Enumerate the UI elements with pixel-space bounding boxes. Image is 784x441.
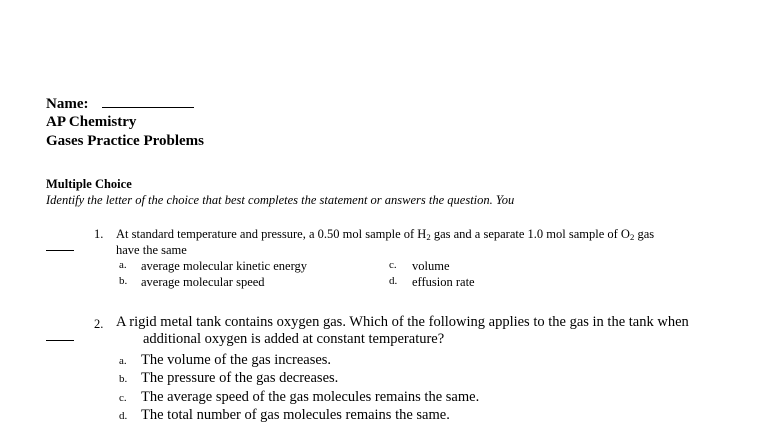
section-heading: Multiple Choice [46, 177, 132, 191]
choice-text-q1b: average molecular speed [141, 275, 265, 289]
question-number-q2: 2. [94, 317, 104, 331]
choice-text-q1c: volume [412, 259, 450, 273]
name-label: Name: [46, 96, 89, 112]
choice-text-q2d: The total number of gas molecules remains the same. [141, 407, 450, 423]
q1-text-part3: gas [634, 227, 655, 241]
question-number-q1: 1. [94, 227, 104, 241]
name-blank-line [102, 94, 194, 108]
choice-letter-q2b: b. [119, 373, 128, 385]
section-instructions: Identify the letter of the choice that best completes the statement or answers the question. You [46, 193, 515, 207]
question-text-q2-line2: additional oxygen is added at constant temperature? [143, 331, 445, 347]
answer-blank-q1 [46, 238, 74, 256]
choice-letter-q2a: a. [119, 355, 127, 367]
choice-text-q2c: The average speed of the gas molecules remains the same. [141, 389, 480, 405]
choice-letter-q1b: b. [119, 275, 128, 287]
choice-letter-q2d: d. [119, 410, 128, 422]
question-text-q2-line1: A rigid metal tank contains oxygen gas. Which of the following applies to the gas in the tank when [116, 314, 689, 330]
choice-text-q2b: The pressure of the gas decreases. [141, 370, 339, 386]
name-field [46, 94, 194, 113]
worksheet-title: Gases Practice Problems [46, 133, 205, 149]
answer-blank-q2 [46, 328, 74, 346]
question-text-q1-line2: have the same [116, 243, 187, 257]
choice-text-q1d: effusion rate [412, 275, 475, 289]
q1-text-part2: gas and a separate 1.0 mol sample of O [430, 227, 630, 241]
choice-letter-q1c: c. [389, 259, 397, 271]
q1-text-part1: At standard temperature and pressure, a 0.50 mol sample of H [116, 227, 427, 241]
q1-subscript-1: 2 [426, 232, 431, 242]
choice-letter-q2c: c. [119, 392, 127, 404]
choice-letter-q1a: a. [119, 259, 127, 271]
choice-letter-q1d: d. [389, 275, 398, 287]
choice-text-q2a: The volume of the gas increases. [141, 352, 332, 368]
question-text-q1 [116, 227, 654, 242]
q1-subscript-2: 2 [629, 232, 635, 242]
course-title: AP Chemistry [46, 114, 137, 130]
choice-text-q1a: average molecular kinetic energy [141, 259, 308, 273]
